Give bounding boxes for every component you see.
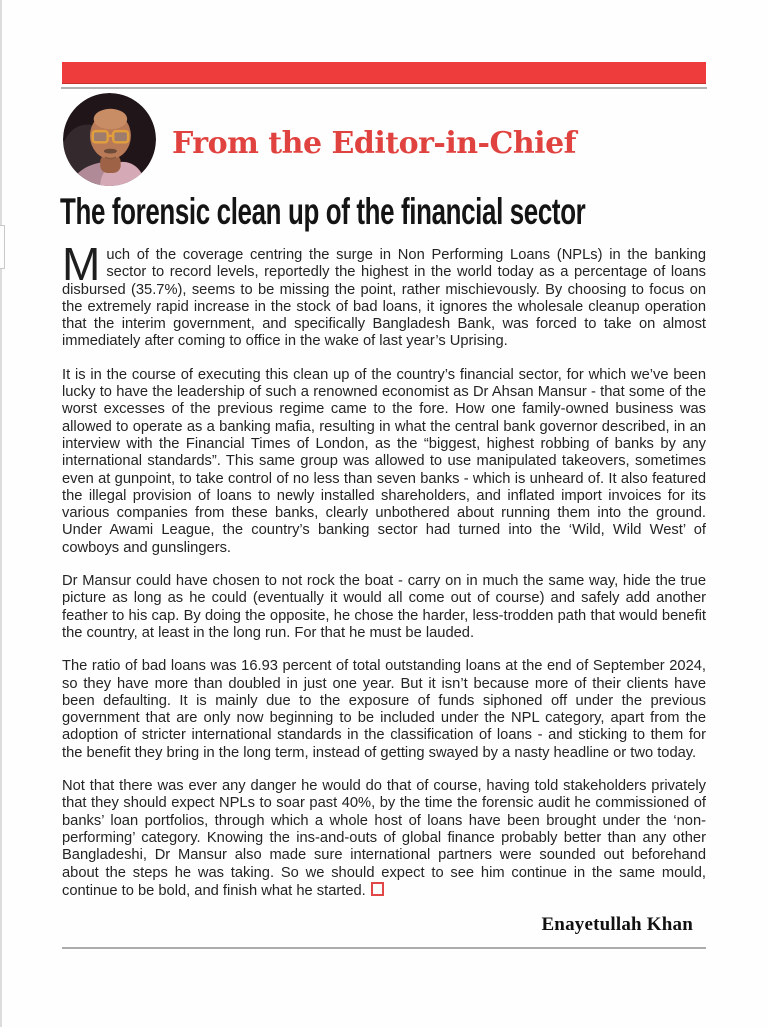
paragraph-4: The ratio of bad loans was 16.93 percent of total outstanding loans at the end of September 2024, so they have more than doubled in just one year. But it isn’t because more of their clients have been defaulting. It is mainly due to the exposure of funds siphoned off under the previous government that are only now beginning to be included under the NPL category, apart from the adoption of stricter international standards in the classification of loans - and sticking to them for the benefit they bring in the long term, instead of getting swayed by a nasty headline or two today. [62,658,706,761]
paragraph-1 [62,238,706,351]
editor-portrait-illustration [63,93,156,186]
section-title: From the Editor-in-Chief [172,126,577,161]
editor-portrait-photo [63,93,156,186]
paragraph-1-text: uch of the coverage centring the surge in Non Performing Loans (NPLs) in the banking sector to record levels, reportedly the highest in the world today as a percentage of loans disbursed (35.7%), seems to be missing the point, rather mischievously. By choosing to focus on the extremely rapid increase in the stock of bad loans, it ignores the wholesale cleanup operation that the interim government, and specifically Bangladesh Bank, was forced to take on almost immediately after coming to office in the wake of last year’s Uprising. [62,247,706,350]
paragraph-5 [62,778,706,900]
article-body [62,238,706,936]
byline: Enayetullah Khan [541,914,693,936]
page-edge-artifact [0,225,5,269]
top-rule [61,87,707,89]
end-mark-icon [371,882,384,896]
paragraph-3: Dr Mansur could have chosen to not rock the boat - carry on in much the same way, hide the true picture as long as he could (eventually it would all come out of course) and safely add another feather to his cap. By doing the opposite, he chose the harder, less-trodden path that would benefit the country, at least in the long run. For that he must be lauded. [62,573,706,641]
section-divider-bar [62,62,706,84]
article-headline: The forensic clean up of the financial sector [60,191,586,232]
page-left-edge [0,0,2,1027]
bottom-rule [62,947,706,949]
paragraph-5-text: Not that there was ever any danger he would do that of course, having told stakeholders privately that they should expect NPLs to soar past 40%, by the time the forensic audit he commissioned of banks’ loan portfolios, through which a whole host of loans have been brought under the ‘non-performing’ category. Knowing the ins-and-outs of global finance probably better than any other Bangladeshi, Dr Mansur also made sure international partners were sounded out beforehand about the steps he was taking. So we should expect to see him continue in the same mould, continue to be bold, and finish what he started. [62,778,706,899]
drop-cap: M [62,238,101,290]
paragraph-2: It is in the course of executing this clean up of the country’s financial sector, for which we’ve been lucky to have the leadership of such a renowned economist as Dr Ahsan Mansur - that some of the worst excesses of the previous regime came to the fore. How one family-owned business was allowed to operate as a banking mafia, resulting in what the central bank governor described, in an interview with the Financial Times of London, as the “biggest, highest robbing of banks by any international standards”. This same group was allowed to use manipulated takeovers, sometimes even at gunpoint, to take control of no less than seven banks - which is unheard of. It also featured the illegal provision of loans to newly installed shareholders, and inflated import invoices for its various companies from these banks, clearly unbothered about running them into the ground. Under Awami League, the country’s banking sector had turned into the ‘Wild, Wild West’ of cowboys and gunslingers. [62,366,706,556]
